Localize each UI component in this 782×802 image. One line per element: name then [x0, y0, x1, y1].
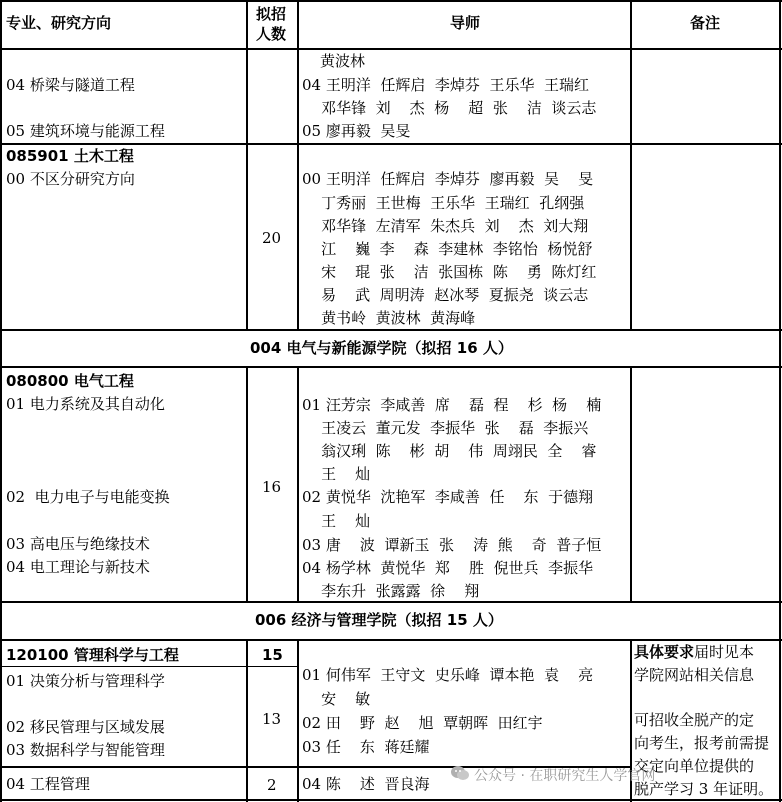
table-border-left	[0, 0, 2, 802]
wechat-icon	[450, 764, 470, 782]
advisor-line: 邓华锋 左清军 朱杰兵 刘 杰 刘大翔	[302, 217, 589, 235]
advisor-line: 黄波林	[320, 52, 366, 70]
advisor-line: 05 廖再毅 吴旻	[302, 122, 411, 140]
rule-under-header	[0, 48, 782, 50]
major-bridge-tunnel: 04 桥梁与隧道工程	[6, 76, 135, 94]
note-line-5: 交定向单位提供的	[634, 757, 755, 775]
advisor-line: 02 田 野 赵 旭 覃朝晖 田红宇	[302, 714, 543, 732]
note-line-1	[634, 643, 754, 661]
advisor-line: 王 灿	[302, 512, 371, 530]
watermark-text: 公众号 · 在职研究生人学官网	[474, 768, 656, 784]
note-line-4: 向考生，报考前需提	[634, 734, 770, 752]
major-undivided: 00 不区分研究方向	[6, 170, 135, 188]
major-engineering-management: 04 工程管理	[6, 775, 90, 793]
quota-electrical-engineering: 16	[262, 478, 282, 496]
advisor-line: 江 巍 李 森 李建林 李铭怡 杨悦舒	[302, 240, 593, 258]
quota-civil-engineering: 20	[262, 229, 282, 247]
major-migration-management: 02 移民管理与区域发展	[6, 718, 165, 736]
col-line-2-c	[297, 639, 299, 802]
section-title-006: 006 经济与管理学院（拟招 15 人）	[255, 611, 503, 629]
advisor-line: 王 灿	[302, 465, 371, 483]
header-major: 专业、研究方向	[6, 14, 112, 32]
major-high-voltage: 03 高电压与绝缘技术	[6, 535, 150, 553]
advisor-line: 04 杨学林 黄悦华 郑 胜 倪世兵 李振华	[302, 559, 594, 577]
advisor-line: 黄书岭 黄波林 黄海峰	[302, 309, 476, 327]
col-line-2-a	[297, 0, 299, 331]
col-line-2-b	[297, 366, 299, 603]
col-line-1-c	[246, 639, 248, 802]
advisor-line: 邓华锋 刘 杰 杨 超 张 洁 谈云志	[302, 99, 597, 117]
quota-management-total: 15	[262, 646, 283, 664]
rule-under-major-title-left	[0, 666, 297, 667]
col-line-1-b	[246, 366, 248, 603]
rule-under-block3	[0, 601, 782, 603]
advisor-line: 翁汉琍 陈 彬 胡 伟 周翊民 全 睿	[302, 442, 597, 460]
major-decision-analysis: 01 决策分析与管理科学	[6, 672, 165, 690]
advisor-line: 03 唐 波 谭新玉 张 涛 熊 奇 普子恒	[302, 536, 602, 554]
advisor-line: 01 何伟军 王守文 史乐峰 谭本艳 袁 亮	[302, 666, 594, 684]
table-border-right	[779, 0, 781, 802]
major-title-civil-engineering: 085901 土木工程	[6, 147, 134, 165]
table-border-bottom	[0, 799, 782, 801]
section-title-004: 004 电气与新能源学院（拟招 16 人）	[250, 339, 513, 357]
quota-management-sub: 13	[262, 710, 282, 728]
advisor-line: 04 王明洋 任辉启 李焯芬 王乐华 王瑞红	[302, 76, 590, 94]
advisor-line: 02 黄悦华 沈艳军 李咸善 任 东 于德翔	[302, 488, 594, 506]
rule-under-block1	[0, 143, 782, 145]
col-line-3-b	[630, 366, 632, 603]
major-data-science: 03 数据科学与智能管理	[6, 741, 165, 759]
advisor-line: 01 汪芳宗 李咸善 席 磊 程 杉 杨 楠	[302, 396, 602, 414]
note-line-2: 学院网站相关信息	[634, 666, 755, 684]
note-line-3: 可招收全脱产的定	[634, 711, 755, 729]
major-title-management-science: 120100 管理科学与工程	[6, 646, 179, 664]
rule-under-section-006	[0, 639, 782, 641]
note-line-1-rest: 届时见本	[694, 643, 755, 661]
major-power-electronics: 02 电力电子与电能变换	[6, 488, 170, 506]
table-border-top	[0, 0, 782, 2]
advisor-line: 宋 琨 张 洁 张国栋 陈 勇 陈灯红	[302, 263, 597, 281]
major-power-systems: 01 电力系统及其自动化	[6, 395, 165, 413]
quota-engineering-management: 2	[267, 776, 277, 794]
advisor-line: 丁秀丽 王世梅 王乐华 王瑞红 孔纲强	[302, 194, 585, 212]
advisor-line: 李东升 张露露 徐 翔	[302, 582, 480, 600]
note-line-6: 脱产学习 3 年证明。	[634, 780, 774, 798]
advisor-line: 王凌云 董元发 李振华 张 磊 李振兴	[302, 419, 589, 437]
note-bold-prefix: 具体要求	[634, 643, 695, 661]
advisor-line: 00 王明洋 任辉启 李焯芬 廖再毅 吴 旻	[302, 170, 594, 188]
advisor-line: 易 武 周明涛 赵冰琴 夏振尧 谈云志	[302, 286, 589, 304]
header-note: 备注	[690, 14, 721, 32]
advisor-line: 安 敏	[302, 690, 371, 708]
advisor-line: 03 任 东 蒋廷耀	[302, 738, 430, 756]
major-title-electrical-engineering: 080800 电气工程	[6, 372, 134, 390]
col-line-1-a	[246, 0, 248, 331]
rule-under-block2	[0, 329, 782, 331]
header-quota-line2: 人数	[256, 25, 287, 43]
advisor-line: 04 陈 述 晋良海	[302, 775, 430, 793]
col-line-3-a	[630, 0, 632, 331]
major-electrical-theory: 04 电工理论与新技术	[6, 558, 150, 576]
header-advisor: 导师	[450, 14, 481, 32]
major-building-environment: 05 建筑环境与能源工程	[6, 122, 165, 140]
header-quota-line1: 拟招	[256, 5, 287, 23]
rule-under-section-004	[0, 366, 782, 368]
